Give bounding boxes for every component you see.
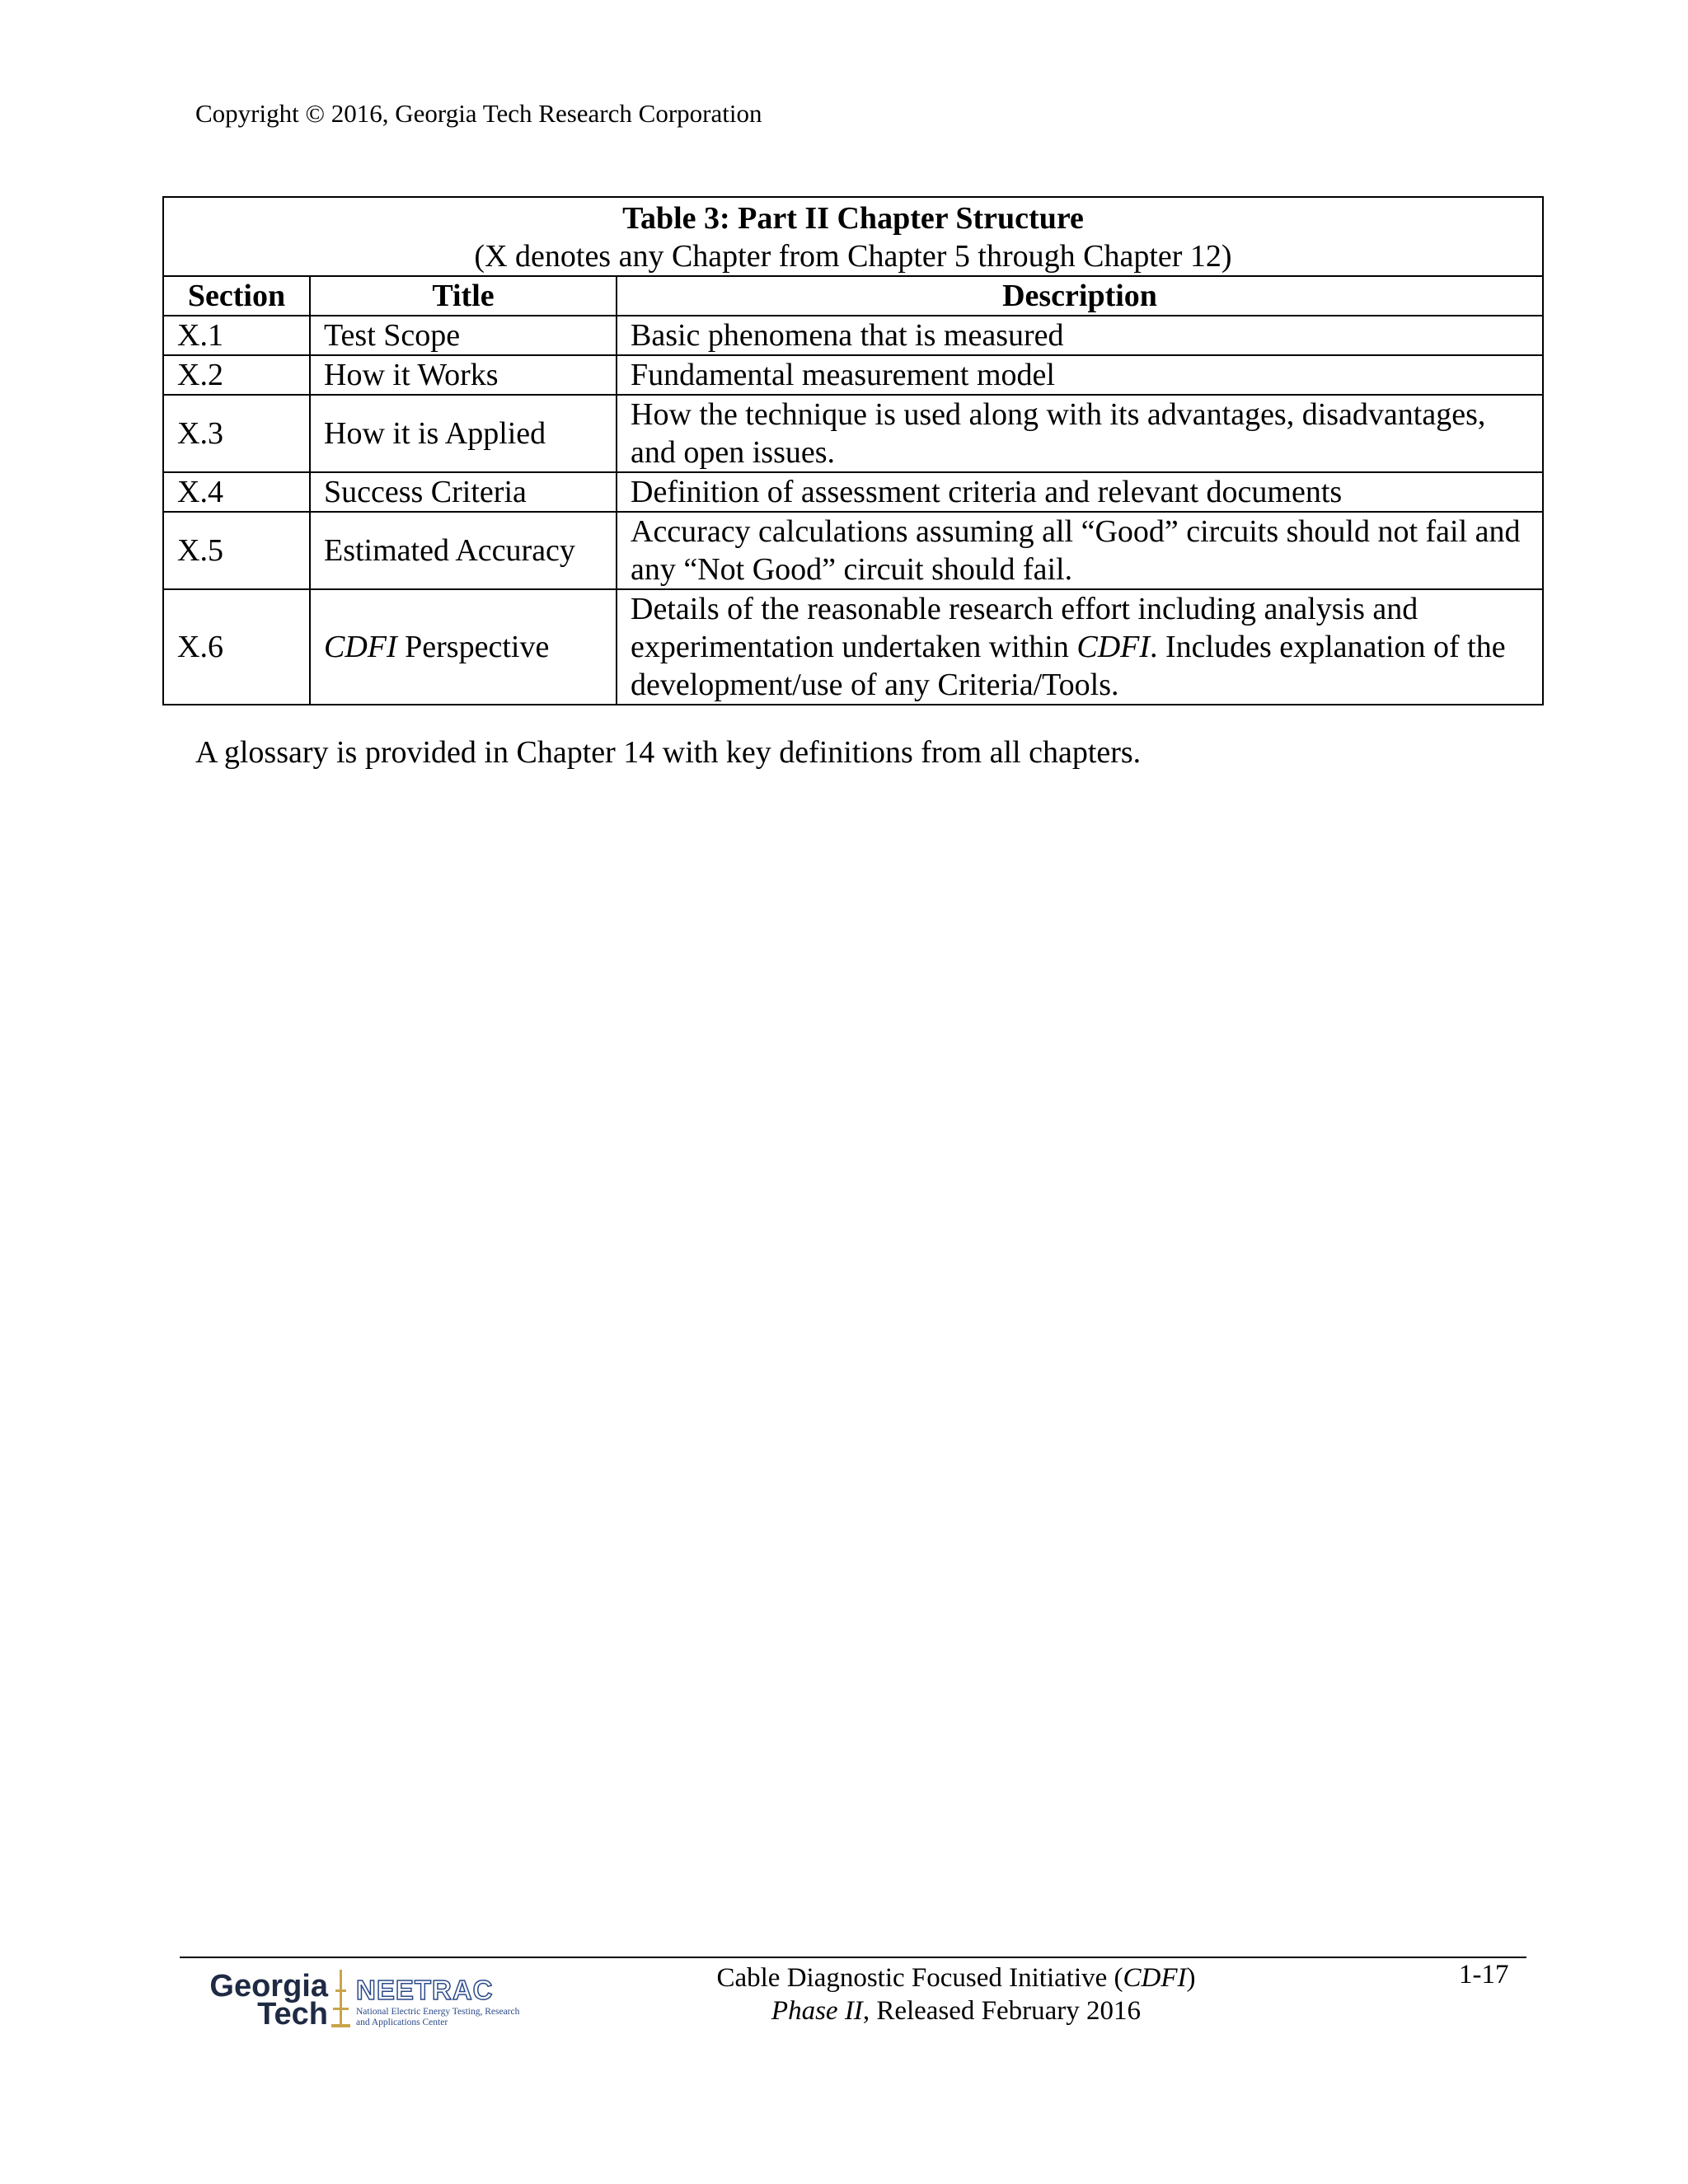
row-description: Basic phenomena that is measured (617, 316, 1543, 355)
table-row (163, 316, 1543, 355)
row-section: X.2 (163, 355, 310, 395)
footer-line2-rest: , Released February 2016 (862, 1996, 1142, 2026)
footer-line1-prefix: Cable Diagnostic Focused Initiative ( (716, 1963, 1123, 1993)
row-description: Definition of assessment criteria and relevant documents (617, 472, 1543, 512)
header-title: Title (310, 276, 617, 316)
row-description: Accuracy calculations assuming all “Good” circuits should not fail and any “Not Good” circuit should fail. (617, 512, 1543, 589)
copyright-notice: Copyright © 2016, Georgia Tech Research Corporation (195, 99, 762, 128)
row-description: How the technique is used along with its advantages, disadvantages, and open issues. (617, 395, 1543, 472)
table-caption-row (163, 197, 1543, 276)
row-section: X.6 (163, 589, 310, 705)
table-row (163, 589, 1543, 705)
footer-divider (180, 1957, 1526, 1958)
row-title: How it Works (310, 355, 617, 395)
logo-neetrac-subtitle-2: and Applications Center (356, 2018, 448, 2027)
row-section: X.4 (163, 472, 310, 512)
tower-icon (331, 1970, 350, 2027)
footer-line2-italic: Phase II (771, 1996, 863, 2026)
table-title: Table 3: Part II Chapter Structure (622, 201, 1084, 236)
table-caption (163, 197, 1543, 276)
row-section: X.1 (163, 316, 310, 355)
header-description: Description (617, 276, 1543, 316)
footer-line1-italic: CDFI (1123, 1963, 1187, 1993)
table-row (163, 395, 1543, 472)
row-description-part2: . Includes explanation of the development/use of any Criteria/Tools. (631, 630, 1506, 702)
row-title (310, 589, 617, 705)
row-title: How it is Applied (310, 395, 617, 472)
row-description (617, 589, 1543, 705)
logo-neetrac-text: NEETRAC (356, 1975, 494, 2005)
logo-georgia-text: Georgia (209, 1969, 328, 2004)
table-row (163, 472, 1543, 512)
table-subtitle: (X denotes any Chapter from Chapter 5 through Chapter 12) (474, 239, 1232, 274)
page-number: 1-17 (1459, 1960, 1509, 1990)
footer-line-1 (643, 1961, 1269, 1994)
row-description-italic: CDFI (1076, 630, 1150, 664)
chapter-structure-table (162, 196, 1544, 705)
row-description-part1: Details of the reasonable research effort including analysis and experimentation undertaken within (631, 592, 1418, 664)
row-title-rest: Perspective (396, 630, 550, 664)
row-title: Estimated Accuracy (310, 512, 617, 589)
row-title: Test Scope (310, 316, 617, 355)
logo-neetrac-subtitle-1: National Electric Energy Testing, Research (356, 2007, 520, 2017)
row-section: X.3 (163, 395, 310, 472)
glossary-paragraph: A glossary is provided in Chapter 14 with key definitions from all chapters. (195, 735, 1142, 770)
footer-document-title (643, 1961, 1269, 2027)
logo-tech-text: Tech (257, 1997, 328, 2031)
header-section: Section (163, 276, 310, 316)
footer-line1-suffix: ) (1186, 1963, 1196, 1993)
footer-line-2 (643, 1994, 1269, 2027)
row-title-italic: CDFI (324, 630, 397, 664)
georgia-tech-neetrac-logo (195, 1965, 541, 2031)
table-row (163, 355, 1543, 395)
row-section: X.5 (163, 512, 310, 589)
row-description: Fundamental measurement model (617, 355, 1543, 395)
table-header-row (163, 276, 1543, 316)
row-title: Success Criteria (310, 472, 617, 512)
table-row (163, 512, 1543, 589)
